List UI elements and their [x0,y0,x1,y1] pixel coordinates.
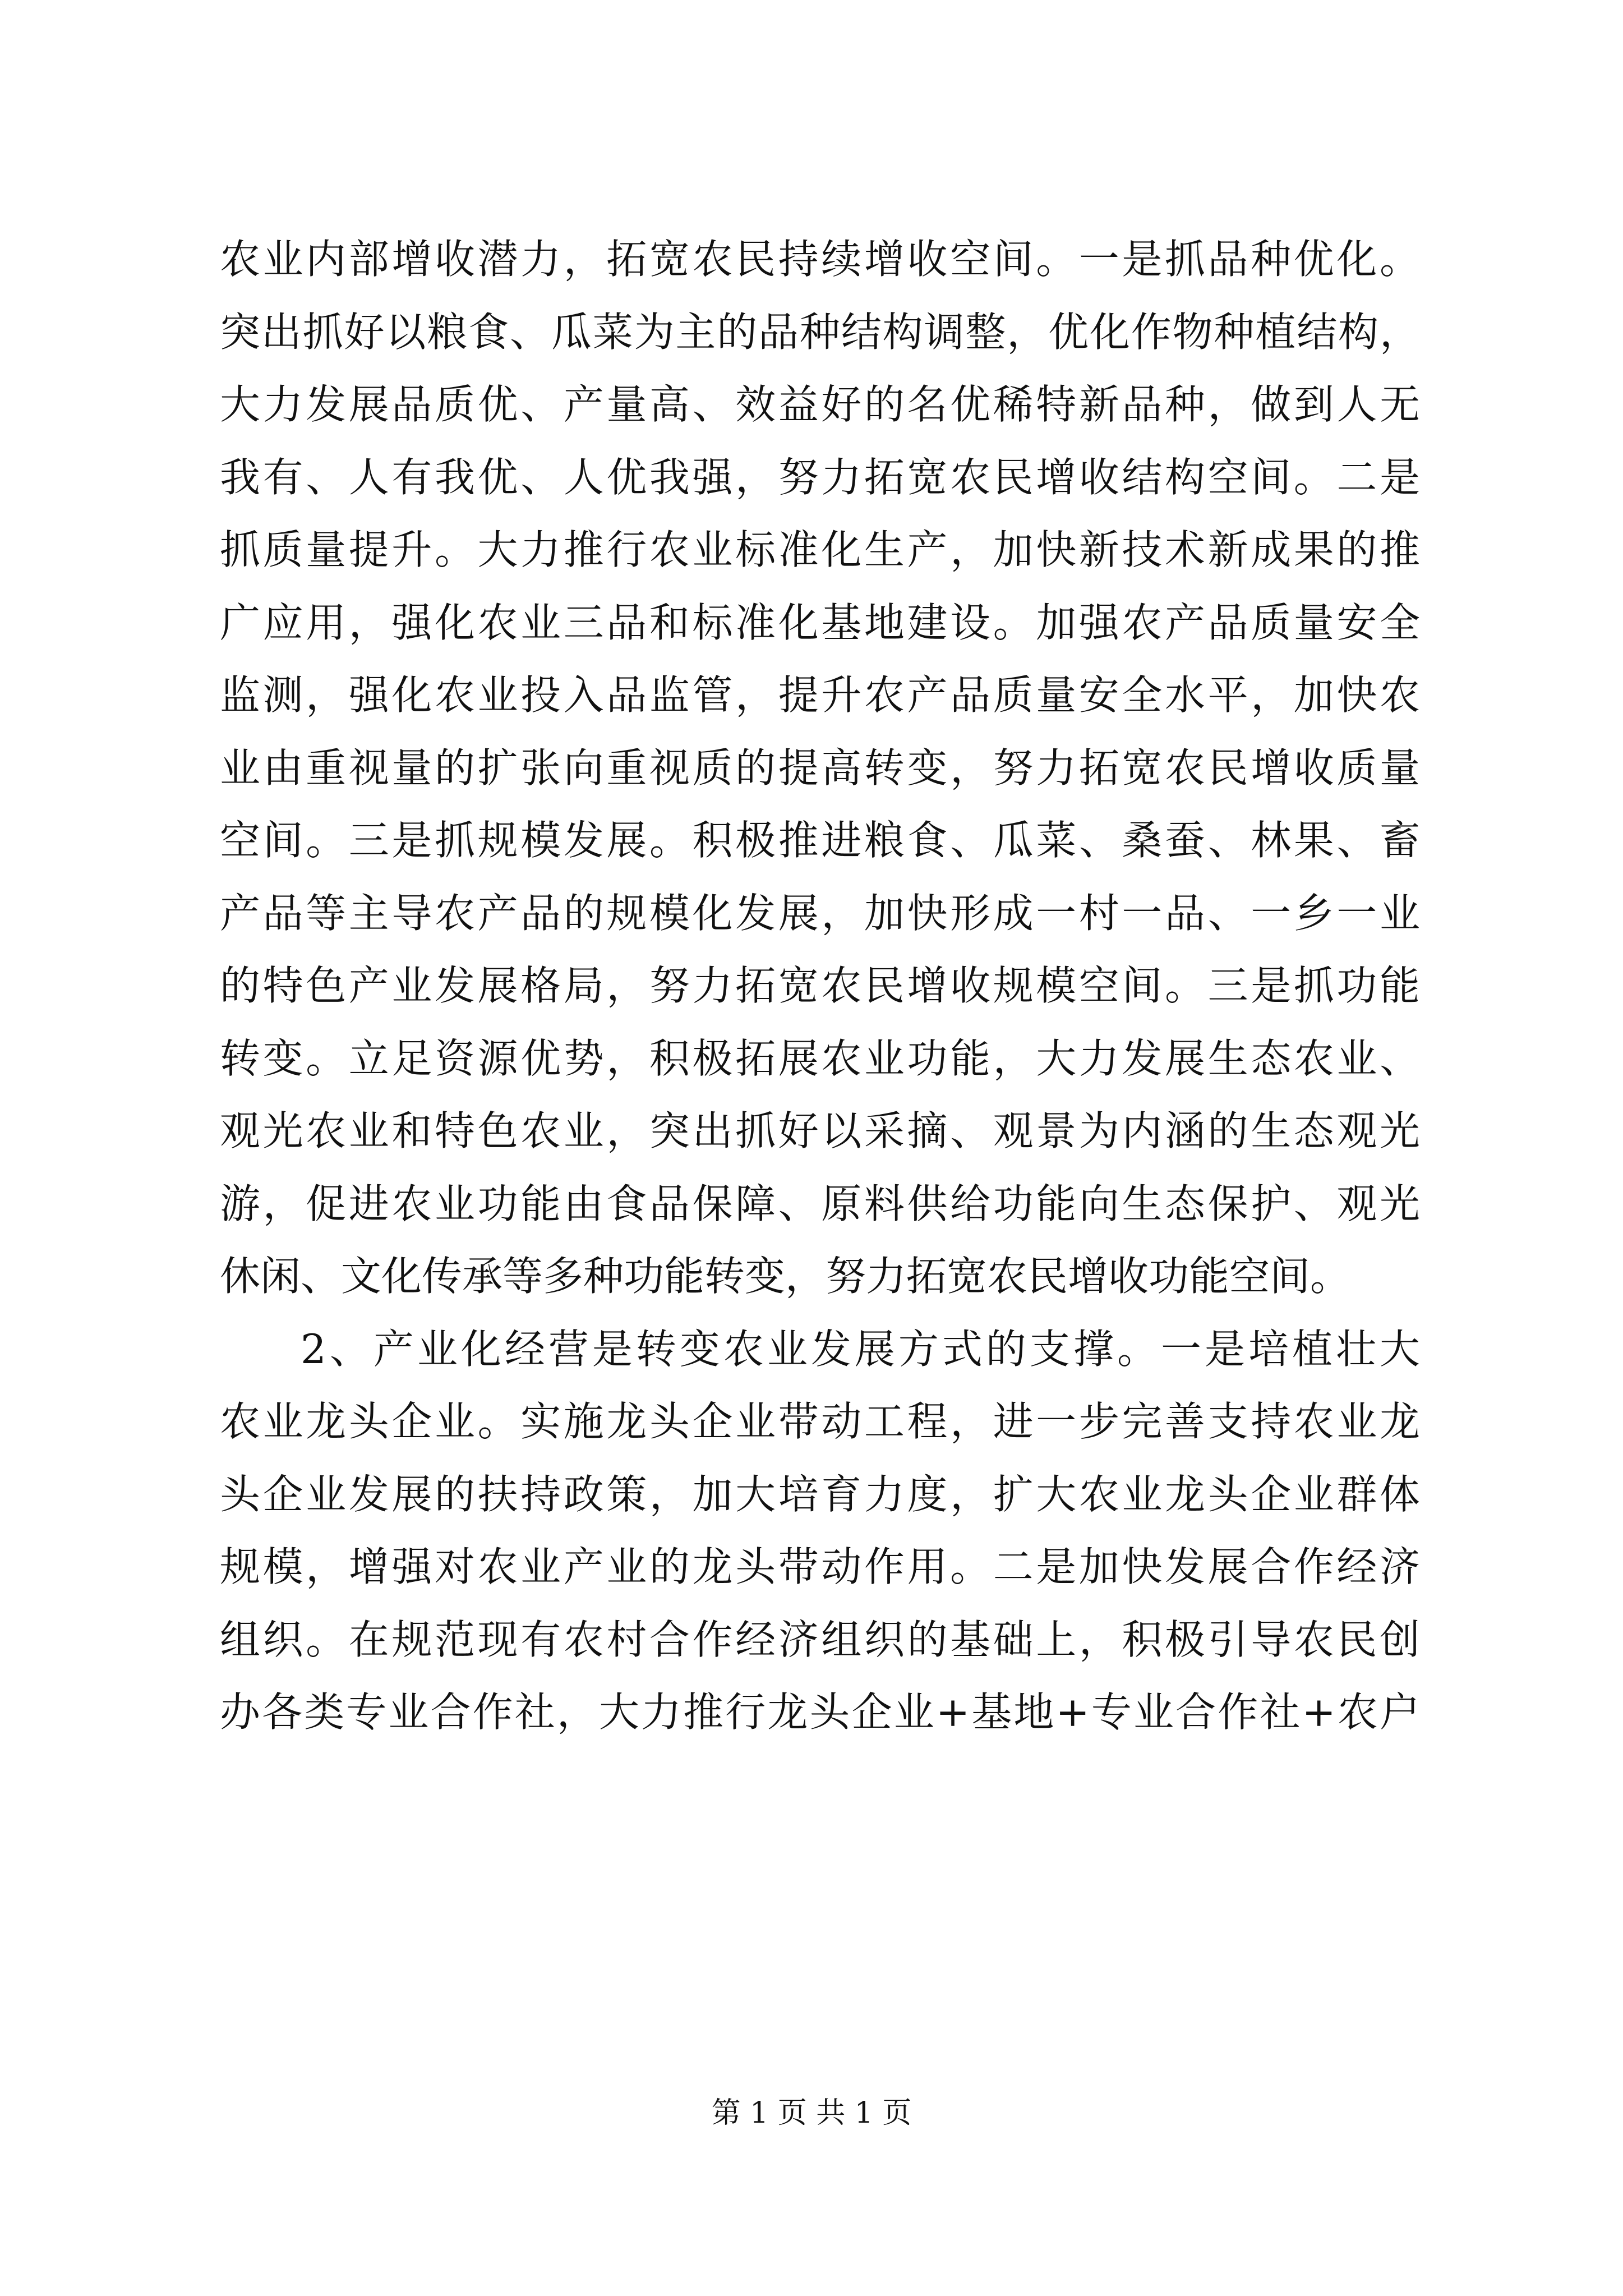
text-line: 监测，强化农业投入品监管，提升农产品质量安全水平，加快农 [220,671,1420,719]
text-line: 业由重视量的扩张向重视质的提高转变，努力拓宽农民增收质量 [220,744,1420,792]
page-footer [0,2093,1623,2133]
body-text [220,223,1420,1749]
text-line: 规模，增强对农业产业的龙头带动作用。二是加快发展合作经济 [220,1543,1420,1590]
paragraph-start-line: 2、产业化经营是转变农业发展方式的支撑。一是培植壮大 [301,1325,1420,1373]
text-line: 头企业发展的扶持政策，加大培育力度，扩大农业龙头企业群体 [220,1470,1420,1518]
text-line: 大力发展品质优、产量高、效益好的名优稀特新品种，做到人无 [220,381,1420,428]
text-line: 我有、人有我优、人优我强，努力拓宽农民增收结构空间。二是 [220,453,1420,501]
text-line: 产品等主导农产品的规模化发展，加快形成一村一品、一乡一业 [220,889,1420,937]
text-line: 突出抓好以粮食、瓜菜为主的品种结构调整，优化作物种植结构， [220,308,1420,356]
text-line: 空间。三是抓规模发展。积极推进粮食、瓜菜、桑蚕、林果、畜 [220,817,1420,864]
text-line: 游，促进农业功能由食品保障、原料供给功能向生态保护、观光 [220,1180,1420,1227]
text-line: 抓质量提升。大力推行农业标准化生产，加快新技术新成果的推 [220,526,1420,573]
text-line: 农业内部增收潜力，拓宽农民持续增收空间。一是抓品种优化。 [220,236,1420,283]
text-line: 的特色产业发展格局，努力拓宽农民增收规模空间。三是抓功能 [220,962,1420,1009]
page-number: 第 1 页 共 1 页 [711,2096,912,2130]
paragraph-end-line: 休闲、文化传承等多种功能转变，努力拓宽农民增收功能空间。 [220,1253,1351,1300]
text-line: 观光农业和特色农业，突出抓好以采摘、观景为内涵的生态观光 [220,1107,1420,1154]
text-line: 组织。在规范现有农村合作经济组织的基础上，积极引导农民创 [220,1616,1420,1663]
text-line: 农业龙头企业。实施龙头企业带动工程，进一步完善支持农业龙 [220,1398,1420,1445]
text-line: 办各类专业合作社，大力推行龙头企业+基地+专业合作社+农户 [220,1688,1420,1736]
text-line: 广应用，强化农业三品和标准化基地建设。加强农产品质量安全 [220,599,1420,646]
text-line: 转变。立足资源优势，积极拓展农业功能，大力发展生态农业、 [220,1034,1420,1082]
